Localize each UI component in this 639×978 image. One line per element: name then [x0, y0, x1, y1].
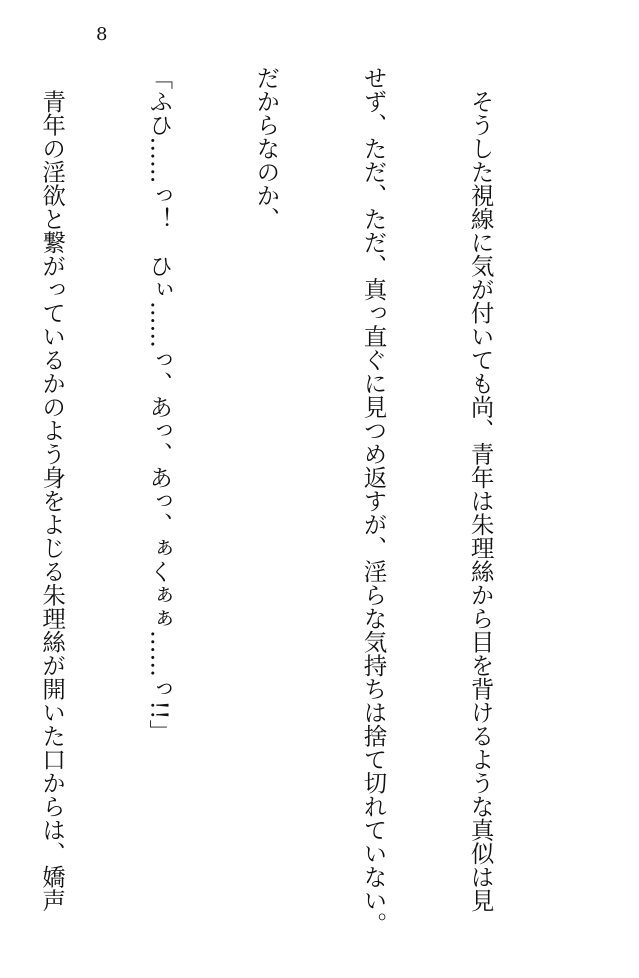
- body-text: [0, 66, 569, 936]
- page-number: 8: [96, 24, 108, 45]
- text-line: 青年の淫欲と繋がっているかのよう身をよじる朱理絲が開いた口からは、嬌声: [38, 66, 67, 912]
- text-line: そうした視線に気が付いても尚、青年は朱理絲から目を背けるような真似は見: [466, 66, 495, 912]
- text-line: せず、ただ、ただ、真っ直ぐに見つめ返すが、淫らな気持ちは捨て切れていない。: [359, 66, 388, 936]
- text-line: 「ふひ……っ！ ひぃ……っ、あっ、あっ、ぁくぁぁ……っ!!」: [145, 66, 174, 743]
- text-line: だからなのか、: [252, 66, 281, 231]
